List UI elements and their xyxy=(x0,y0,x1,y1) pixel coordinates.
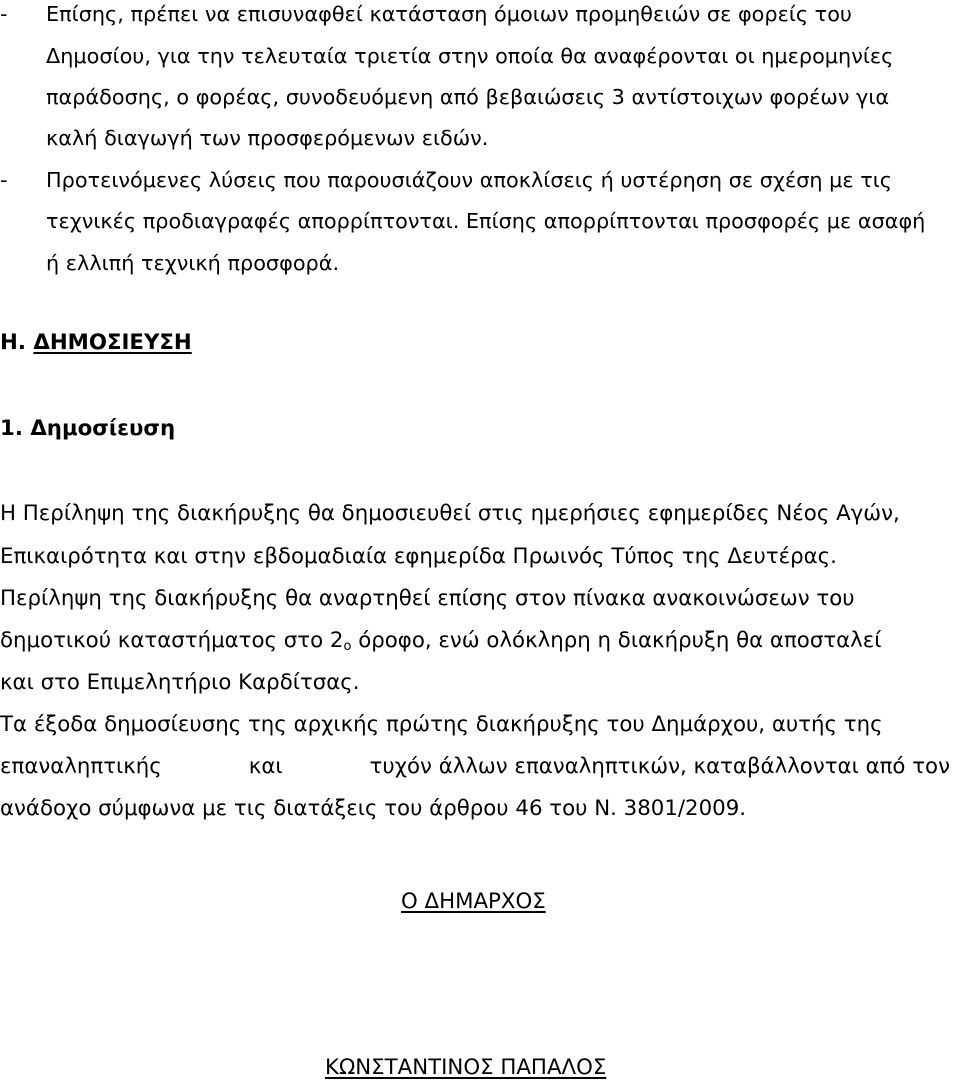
bullet-2-line-1: Προτεινόμενες λύσεις που παρουσιάζουν αποκλίσεις ή υστέρηση σε σχέση με τις xyxy=(46,168,893,192)
costs-line-2-word-1: επαναληπτικής xyxy=(0,754,162,779)
bullet-1-line-4: καλή διαγωγή των προσφερόμενων ειδών. xyxy=(46,126,489,150)
publication-line-5: και στο Επιμελητήριο Καρδίτσας. xyxy=(0,670,360,695)
publication-line-4 xyxy=(0,630,882,653)
bullet-1-line-2: Δημοσίου, για την τελευταία τριετία στην οποία θα αναφέρονται οι ημερομηνίες xyxy=(46,44,894,68)
costs-line-3: ανάδοχο σύμφωνα με τις διατάξεις του άρθρου 46 του Ν. 3801/2009. xyxy=(0,796,747,821)
bullet-1-line-1: Επίσης, πρέπει να επισυναφθεί κατάσταση όμοιων προμηθειών σε φορείς του xyxy=(46,2,852,26)
bullet-2-line-2: τεχνικές προδιαγραφές απορρίπτονται. Επίσης απορρίπτονται προσφορές με ασαφή xyxy=(46,209,926,233)
costs-line-1: Τα έξοδα δημοσίευσης της αρχικής πρώτης διακήρυξης του Δημάρχου, αυτής της xyxy=(0,712,883,737)
publication-line-2: Επικαιρότητα και στην εβδομαδιαία εφημερίδα Πρωινός Τύπος της Δευτέρας. xyxy=(0,544,837,569)
section-heading xyxy=(0,332,192,353)
publication-line-4-end: όροφο, ενώ ολόκληρη η διακήρυξη θα αποσταλεί xyxy=(351,628,882,653)
signature-name: ΚΩΝΣΤΑΝΤΙΝΟΣ ΠΑΠΑΛΟΣ xyxy=(325,1055,607,1080)
costs-line-2-word-3: τυχόν άλλων επαναληπτικών, καταβάλλονται από τον xyxy=(369,754,950,779)
bullet-2-line-3: ή ελλιπή τεχνική προσφορά. xyxy=(46,251,340,275)
costs-line-2-word-2: και xyxy=(248,754,283,779)
publication-line-4-start: δημοτικού καταστήματος στο 2 xyxy=(0,628,344,653)
signature-title: Ο ΔΗΜΑΡΧΟΣ xyxy=(401,889,546,914)
publication-line-3: Περίληψη της διακήρυξης θα αναρτηθεί επίσης στον πίνακα ανακοινώσεων του xyxy=(0,586,855,611)
publication-line-1: Η Περίληψη της διακήρυξης θα δημοσιευθεί στις ημερήσιες εφημερίδες Νέος Αγών, xyxy=(0,501,900,526)
bullet-dash: - xyxy=(0,168,8,192)
bullet-1-line-3: παράδοσης, ο φορέας, συνοδευόμενη από βεβαιώσεις 3 αντίστοιχων φορέων για xyxy=(46,85,890,109)
costs-line-2 xyxy=(0,756,950,777)
subsection-heading: 1. Δημοσίευση xyxy=(0,416,176,441)
bullet-dash: - xyxy=(0,2,8,26)
section-heading-prefix: Η. xyxy=(0,330,34,355)
section-heading-title: ΔΗΜΟΣΙΕΥΣΗ xyxy=(33,330,192,355)
floor-ordinal-suffix: ο xyxy=(343,639,352,654)
